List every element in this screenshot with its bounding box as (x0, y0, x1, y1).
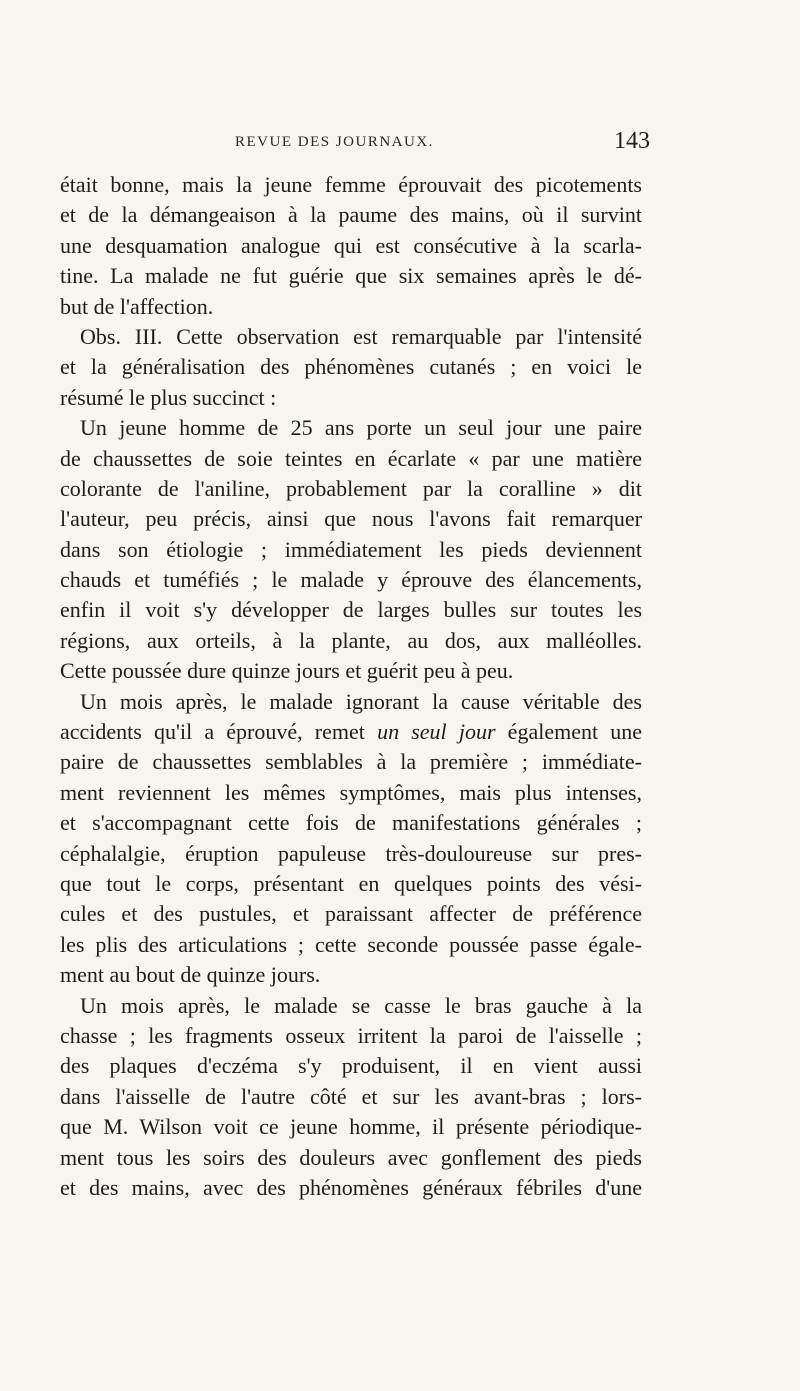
text-line: colorante de l'aniline, probablement par la coralline » dit (60, 475, 642, 501)
text-line: et s'accompagnant cette fois de manifestations générales ; (60, 810, 642, 836)
text-line: dans son étiologie ; immédiatement les pieds deviennent (60, 536, 642, 562)
text-line-start: accidents qu'il a éprouvé, remet (60, 719, 378, 745)
text-line: l'auteur, peu précis, ainsi que nous l'avons fait remarquer (60, 506, 642, 532)
text-line: Un mois après, le malade ignorant la cause véritable des (80, 688, 642, 714)
text-line: dans l'aisselle de l'autre côté et sur les avant-bras ; lors- (60, 1083, 642, 1109)
text-line: les plis des articulations ; cette seconde poussée passe égale- (60, 931, 642, 957)
text-line: des plaques d'eczéma s'y produisent, il en vient aussi (60, 1053, 642, 1079)
body-text (60, 170, 642, 1203)
text-line: que M. Wilson voit ce jeune homme, il présente périodique- (60, 1114, 642, 1140)
text-line-end: également une (495, 719, 642, 745)
text-line: et la généralisation des phénomènes cutanés ; en voici le (60, 354, 642, 380)
text-line: paire de chaussettes semblables à la première ; immédiate- (60, 749, 642, 775)
text-line: Un mois après, le malade se casse le bras gauche à la (80, 992, 642, 1018)
text-line: enfin il voit s'y développer de larges bulles sur toutes les (60, 597, 642, 623)
text-line: Cette poussée dure quinze jours et guérit peu à peu. (60, 658, 514, 684)
text-line: chauds et tuméfiés ; le malade y éprouve des élancements, (60, 567, 642, 593)
text-line: résumé le plus succinct : (60, 384, 277, 410)
text-line: une desquamation analogue qui est consécutive à la scarla- (60, 232, 642, 258)
text-line: et des mains, avec des phénomènes généraux fébriles d'une (60, 1174, 642, 1200)
text-line: Obs. III. Cette observation est remarquable par l'intensité (80, 323, 642, 349)
text-line: et de la démangeaison à la paume des mains, où il survint (60, 202, 642, 228)
text-line (60, 717, 642, 747)
text-line: que tout le corps, présentant en quelques points des vési- (60, 870, 642, 896)
emphasis-text: un seul jour (377, 719, 496, 745)
text-line: ment reviennent les mêmes symptômes, mais plus intenses, (60, 779, 642, 805)
text-line: ment au bout de quinze jours. (60, 962, 321, 988)
text-line: tine. La malade ne fut guérie que six semaines après le dé- (60, 263, 642, 289)
text-line: régions, aux orteils, à la plante, au dos, aux malléolles. (60, 627, 642, 653)
text-line: ment tous les soirs des douleurs avec gonflement des pieds (60, 1144, 642, 1170)
text-line: but de l'affection. (60, 293, 214, 319)
page-number: 143 (614, 128, 650, 154)
text-line: céphalalgie, éruption papuleuse très-douloureuse sur pres- (60, 840, 642, 866)
running-head: REVUE DES JOURNAUX. (235, 134, 434, 150)
text-line: de chaussettes de soie teintes en écarlate « par une matière (60, 445, 642, 471)
text-line: cules et des pustules, et paraissant affecter de préférence (60, 901, 642, 927)
text-line: était bonne, mais la jeune femme éprouvait des picotements (60, 172, 642, 197)
page-header (60, 128, 650, 158)
text-line: chasse ; les fragments osseux irritent la paroi de l'aisselle ; (60, 1022, 642, 1048)
text-line: Un jeune homme de 25 ans porte un seul jour une paire (80, 415, 642, 441)
